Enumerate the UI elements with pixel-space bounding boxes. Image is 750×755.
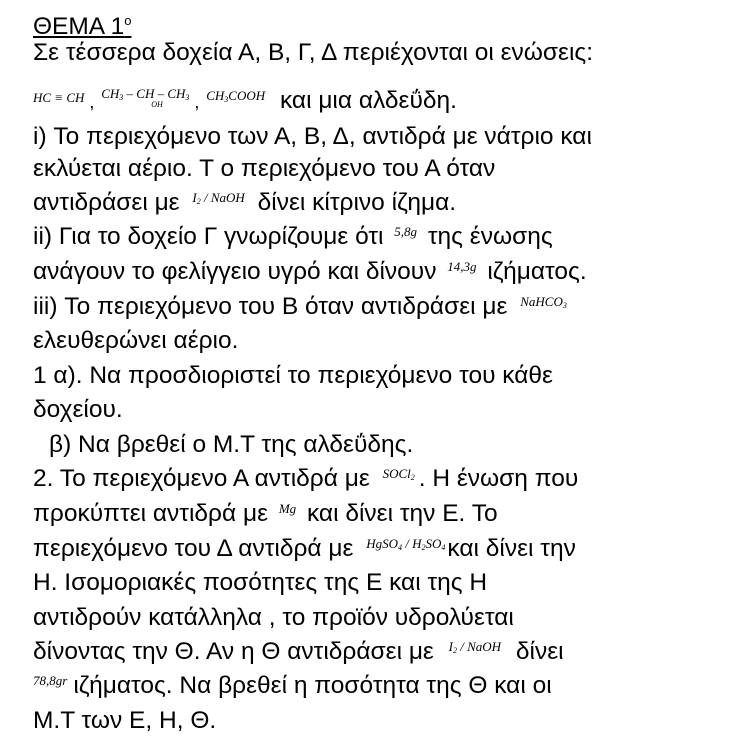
formula-hgso4-h2so4: HgSO$_4$ / $H_2SO_4$ — [366, 536, 446, 552]
text-line-18: δίνοντας την Θ. Αν η Θ αντιδράσει με $I_2$ / NaOH δίνει — [33, 637, 564, 667]
mass-value-3: 78,8gr — [33, 673, 68, 688]
text-line-13: 2. Το περιεχόμενο Α αντιδρά με SOCl$_2$ . Η ένωση που — [33, 464, 578, 494]
formula-acetic-acid: $CH_3COOH$ — [206, 88, 266, 104]
text-line-16: Η. Ισομοριακές ποσότητες της Ε και της Η — [33, 569, 488, 596]
mass-value-1: 5,8g — [394, 224, 418, 239]
text-line-4: εκλύεται αέριο. Τ ο περιεχόμενο του Α όταν — [33, 155, 496, 182]
text-line-3: i) Το περιεχόμενο των Α, Β, Δ, αντιδρά με νάτριο και — [33, 123, 592, 150]
formula-mg: Mg — [278, 501, 297, 516]
formula-ethyne: HC ≡ CH — [33, 90, 85, 105]
text-line-12: β) Να βρεθεί ο Μ.Τ της αλδεΰδης. — [49, 431, 414, 458]
text-line-19: 78,8gr ιζήματος. Να βρεθεί η ποσότητα της Θ και οι — [33, 671, 552, 701]
exercise-title: ΘΕΜΑ $1^o$ — [33, 13, 132, 41]
text-line-17: αντιδρούν κατάλληλα , το προϊόν υδρολύεται — [33, 604, 514, 631]
text-line-14: προκύπτει αντιδρά με Mg και δίνει την Ε. Το — [33, 499, 498, 529]
mass-value-2: 14,3g — [447, 259, 477, 274]
text-line-11: δοχείου. — [33, 396, 123, 423]
text-line-1: Σε τέσσερα δοχεία Α, Β, Γ, Δ περιέχονται οι ενώσεις: — [33, 39, 594, 66]
text-line-20: Μ.Τ των Ε, Η, Θ. — [33, 707, 217, 734]
text-line-15: περιεχόμενο του Δ αντιδρά με HgSO$_4$ / $H_2SO_4\kappa\alpha\iota$ δίνει την — [33, 534, 576, 564]
text-line-10: 1 α). Να προσδιοριστεί το περιεχόμενο του κάθε — [33, 362, 553, 389]
text-line-2: HC ≡ CH , $CH_3$ – CH – $CH_3$ OH , $CH_3COOH$ και μια αλδεΰδη. — [33, 86, 457, 116]
formula-socl2: SOCl$_2$ — [382, 466, 415, 482]
text-line-7: ανάγουν το φελίγγειο υγρό και δίνουν 14,3g ιζήματος. — [33, 257, 587, 287]
formula-nahco3: NaHCO$_3$ — [520, 294, 567, 310]
text-line-6: ii) Για το δοχείο Γ γνωρίζουμε ότι 5,8g της ένωσης — [33, 222, 553, 252]
text-line-5: αντιδράσει με $I_2$ / NaOH δίνει κίτρινο ίζημα. — [33, 188, 456, 218]
formula-iodine-naoh: $I_2$ / NaOH — [192, 190, 245, 206]
text-line-9: ελευθερώνει αέριο. — [33, 327, 239, 354]
formula-iodine-naoh-2: $I_2$ / NaOH — [448, 639, 502, 655]
formula-2-propanol: $CH_3$ – CH – $CH_3$ OH — [101, 86, 190, 109]
text-line-8: iii) Το περιεχόμενο του Β όταν αντιδράσει με NaHCO$_3$ — [33, 292, 567, 322]
